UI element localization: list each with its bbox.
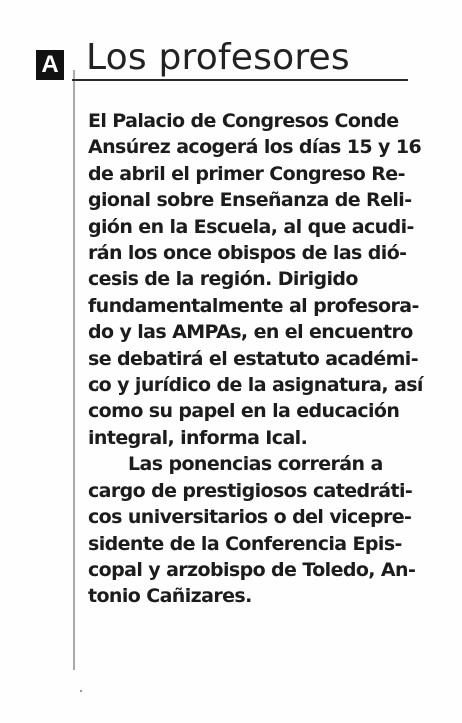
headline: Los profesores (86, 37, 350, 78)
headline-underline (72, 79, 408, 81)
text-line: cargo de prestigiosos catedráti- (88, 479, 413, 502)
column-rule (73, 70, 75, 670)
text-line: Las ponencias correrán a (128, 453, 383, 476)
text-line: rán los once obispos de las dió- (88, 242, 407, 265)
text-line: Ansúrez acogerá los días 15 y 16 (88, 136, 422, 159)
text-line: El Palacio de Congresos Conde (88, 110, 399, 132)
text-line: de abril el primer Congreso Re- (88, 162, 405, 185)
text-line: cos universitarios o del vicepre- (88, 506, 412, 529)
text-line: gional sobre Enseñanza de Reli- (88, 189, 412, 212)
text-line: co y jurídico de la asignatura, así (88, 374, 423, 397)
paragraph-1 (88, 108, 448, 451)
text-line: sidente de la Conferencia Epis- (88, 532, 402, 555)
text-line: gión en la Escuela, al que acudi- (88, 215, 414, 238)
paragraph-2 (88, 451, 448, 609)
text-line: integral, informa Ical. (88, 426, 308, 449)
print-speck (80, 690, 82, 692)
text-line: fundamentalmente al profesora- (88, 294, 419, 317)
article-body (88, 108, 448, 610)
text-line: como su papel en la educación (88, 400, 400, 423)
text-line: copal y arzobispo de Toledo, An- (88, 558, 416, 581)
section-marker: A (36, 50, 64, 80)
text-line: tonio Cañizares. (88, 585, 252, 608)
text-line: do y las AMPAs, en el encuentro (88, 321, 413, 344)
text-line: se debatirá el estatuto académi- (88, 347, 418, 370)
text-line: cesis de la región. Dirigido (88, 268, 358, 291)
